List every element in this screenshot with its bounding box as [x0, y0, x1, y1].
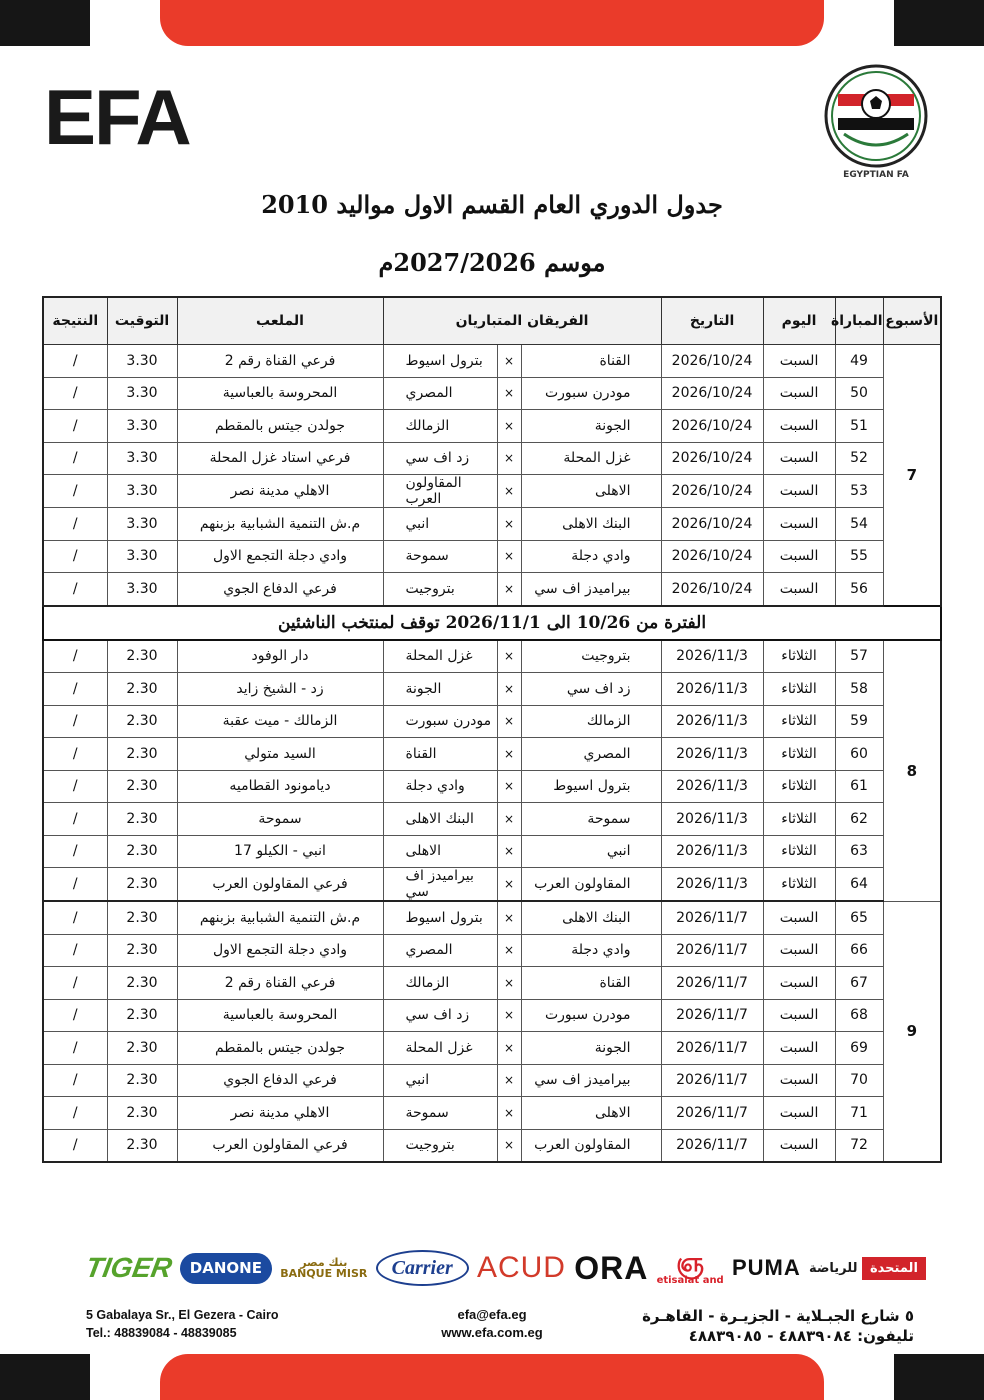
- match-result: /: [43, 410, 107, 443]
- versus-mark: ×: [497, 934, 521, 967]
- match-time: 3.30: [107, 573, 177, 606]
- home-team: بترول اسيوط: [521, 770, 661, 803]
- match-time: 2.30: [107, 738, 177, 771]
- match-venue: فرعي الدفاع الجوي: [177, 1064, 383, 1097]
- match-day: السبت: [763, 967, 835, 1000]
- match-day: السبت: [763, 508, 835, 541]
- match-number: 72: [835, 1129, 883, 1162]
- table-row: [43, 1097, 941, 1130]
- break-notice: الفترة من 10/26 الى 2026/11/1 توقف لمنتخب الناشئين: [43, 606, 941, 640]
- match-number: 56: [835, 573, 883, 606]
- table-row: [43, 1032, 941, 1065]
- versus-mark: ×: [497, 868, 521, 902]
- match-time: 2.30: [107, 803, 177, 836]
- table-row: [43, 770, 941, 803]
- match-date: 2026/11/3: [661, 835, 763, 868]
- email-link[interactable]: efa@efa.eg: [457, 1307, 527, 1322]
- match-result: /: [43, 640, 107, 673]
- match-day: السبت: [763, 573, 835, 606]
- match-number: 68: [835, 999, 883, 1032]
- table-row: [43, 345, 941, 378]
- match-time: 2.30: [107, 868, 177, 902]
- table-row: [43, 508, 941, 541]
- table-row: [43, 475, 941, 508]
- match-time: 2.30: [107, 1129, 177, 1162]
- table-row: [43, 803, 941, 836]
- match-result: /: [43, 705, 107, 738]
- home-team: المقاولون العرب: [521, 1129, 661, 1162]
- table-row: [43, 1064, 941, 1097]
- versus-mark: ×: [497, 673, 521, 706]
- egyptian-fa-emblem-icon: [824, 64, 928, 168]
- table-row: [43, 540, 941, 573]
- page-title: جدول الدوري العام القسم الاول مواليد 2010: [261, 190, 723, 219]
- match-number: 65: [835, 901, 883, 934]
- match-venue: فرعي القناة رقم 2: [177, 345, 383, 378]
- versus-mark: ×: [497, 508, 521, 541]
- match-number: 54: [835, 508, 883, 541]
- versus-mark: ×: [497, 377, 521, 410]
- match-date: 2026/11/7: [661, 967, 763, 1000]
- match-number: 58: [835, 673, 883, 706]
- match-venue: م.ش التنمية الشبابية بزبنهم: [177, 508, 383, 541]
- schedule-body: [43, 345, 941, 1163]
- away-team: المصري: [383, 934, 497, 967]
- away-team: مودرن سبورت: [383, 705, 497, 738]
- versus-mark: ×: [497, 901, 521, 934]
- header-day: اليوم: [763, 297, 835, 345]
- etisalat-logo: ஞ etisalat and: [656, 1248, 724, 1286]
- match-time: 2.30: [107, 1097, 177, 1130]
- match-date: 2026/11/3: [661, 673, 763, 706]
- match-venue: المحروسة بالعباسية: [177, 377, 383, 410]
- away-team: بتروجيت: [383, 1129, 497, 1162]
- header-time: التوقيت: [107, 297, 177, 345]
- match-venue: الزمالك - ميت عقبة: [177, 705, 383, 738]
- match-day: الثلاثاء: [763, 770, 835, 803]
- match-venue: جولدن جيتس بالمقطم: [177, 410, 383, 443]
- match-day: الثلاثاء: [763, 705, 835, 738]
- versus-mark: ×: [497, 640, 521, 673]
- united-sports-logo: المتحدة للرياضة: [809, 1262, 926, 1275]
- versus-mark: ×: [497, 705, 521, 738]
- table-row: [43, 999, 941, 1032]
- match-venue: دار الوفود: [177, 640, 383, 673]
- match-number: 67: [835, 967, 883, 1000]
- away-team: سموحة: [383, 540, 497, 573]
- match-day: السبت: [763, 475, 835, 508]
- versus-mark: ×: [497, 738, 521, 771]
- home-team: مودرن سبورت: [521, 377, 661, 410]
- match-day: السبت: [763, 1064, 835, 1097]
- etisalat-mark-icon: ஞ: [676, 1248, 705, 1278]
- schedule-table: [42, 296, 942, 1163]
- match-day: الثلاثاء: [763, 640, 835, 673]
- match-number: 60: [835, 738, 883, 771]
- table-row: [43, 835, 941, 868]
- match-result: /: [43, 1032, 107, 1065]
- match-number: 59: [835, 705, 883, 738]
- home-team: البنك الاهلى: [521, 901, 661, 934]
- match-date: 2026/11/3: [661, 738, 763, 771]
- match-venue: م.ش التنمية الشبابية بزبنهم: [177, 901, 383, 934]
- away-team: الزمالك: [383, 410, 497, 443]
- match-number: 53: [835, 475, 883, 508]
- versus-mark: ×: [497, 835, 521, 868]
- match-venue: انبي - الكيلو 17: [177, 835, 383, 868]
- match-date: 2026/10/24: [661, 410, 763, 443]
- table-row: [43, 673, 941, 706]
- danone-logo: DANONE: [180, 1253, 272, 1284]
- away-team: غزل المحلة: [383, 1032, 497, 1065]
- match-time: 2.30: [107, 673, 177, 706]
- away-team: انبي: [383, 508, 497, 541]
- match-day: السبت: [763, 901, 835, 934]
- match-venue: جولدن جيتس بالمقطم: [177, 1032, 383, 1065]
- match-day: السبت: [763, 1032, 835, 1065]
- header-date: التاريخ: [661, 297, 763, 345]
- match-result: /: [43, 738, 107, 771]
- table-row: [43, 705, 941, 738]
- acud-logo: ACUD: [476, 1251, 566, 1284]
- match-result: /: [43, 377, 107, 410]
- website-link[interactable]: www.efa.com.eg: [441, 1325, 543, 1340]
- match-day: الثلاثاء: [763, 868, 835, 902]
- versus-mark: ×: [497, 770, 521, 803]
- emblem-caption: EGYPTIAN FA: [843, 170, 909, 180]
- away-team: الزمالك: [383, 967, 497, 1000]
- match-date: 2026/10/24: [661, 345, 763, 378]
- match-date: 2026/10/24: [661, 573, 763, 606]
- match-date: 2026/11/7: [661, 1097, 763, 1130]
- away-team: انبي: [383, 1064, 497, 1097]
- header-teams: الفريقان المتباريان: [383, 297, 661, 345]
- match-time: 2.30: [107, 934, 177, 967]
- match-number: 71: [835, 1097, 883, 1130]
- match-time: 3.30: [107, 508, 177, 541]
- match-date: 2026/11/3: [661, 770, 763, 803]
- match-date: 2026/11/7: [661, 999, 763, 1032]
- table-header-row: [43, 297, 941, 345]
- home-team: وادي دجلة: [521, 934, 661, 967]
- match-number: 63: [835, 835, 883, 868]
- match-result: /: [43, 345, 107, 378]
- week-number: 9: [883, 901, 941, 1162]
- match-venue: فرعي استاد غزل المحلة: [177, 442, 383, 475]
- match-result: /: [43, 901, 107, 934]
- away-team: الاهلى: [383, 835, 497, 868]
- match-time: 3.30: [107, 377, 177, 410]
- match-number: 51: [835, 410, 883, 443]
- match-result: /: [43, 868, 107, 902]
- away-team: سموحة: [383, 1097, 497, 1130]
- match-time: 2.30: [107, 901, 177, 934]
- match-date: 2026/11/3: [661, 868, 763, 902]
- match-venue: فرعي المقاولون العرب: [177, 868, 383, 902]
- table-row: [43, 1129, 941, 1162]
- header-match: المباراة: [835, 297, 883, 345]
- match-result: /: [43, 573, 107, 606]
- table-row: [43, 377, 941, 410]
- match-day: الثلاثاء: [763, 803, 835, 836]
- versus-mark: ×: [497, 573, 521, 606]
- match-number: 55: [835, 540, 883, 573]
- match-result: /: [43, 934, 107, 967]
- match-date: 2026/11/7: [661, 1129, 763, 1162]
- match-result: /: [43, 673, 107, 706]
- match-date: 2026/10/24: [661, 377, 763, 410]
- match-time: 2.30: [107, 1032, 177, 1065]
- table-row: [43, 640, 941, 673]
- home-team: سموحة: [521, 803, 661, 836]
- match-time: 2.30: [107, 967, 177, 1000]
- table-row: [43, 738, 941, 771]
- match-day: الثلاثاء: [763, 738, 835, 771]
- match-time: 3.30: [107, 540, 177, 573]
- efa-logo: EFA: [44, 73, 190, 161]
- match-venue: وادي دجلة التجمع الاول: [177, 540, 383, 573]
- versus-mark: ×: [497, 475, 521, 508]
- match-day: السبت: [763, 345, 835, 378]
- puma-logo: PUMA: [731, 1255, 801, 1280]
- match-date: 2026/10/24: [661, 475, 763, 508]
- match-result: /: [43, 475, 107, 508]
- away-team: بيراميدز اف سي: [383, 868, 497, 902]
- away-team: بترول اسيوط: [383, 901, 497, 934]
- versus-mark: ×: [497, 803, 521, 836]
- match-date: 2026/11/7: [661, 901, 763, 934]
- week-number: 7: [883, 345, 941, 606]
- home-team: القناة: [521, 345, 661, 378]
- away-team: زد اف سي: [383, 442, 497, 475]
- home-team: الزمالك: [521, 705, 661, 738]
- match-day: السبت: [763, 1129, 835, 1162]
- versus-mark: ×: [497, 967, 521, 1000]
- match-number: 52: [835, 442, 883, 475]
- versus-mark: ×: [497, 1064, 521, 1097]
- versus-mark: ×: [497, 1032, 521, 1065]
- match-venue: سموحة: [177, 803, 383, 836]
- footer-address-ar: ٥ شارع الجبـلاية - الجزيـرة - القاهـرة تليفون: ٤٨٨٣٩٠٨٤ - ٤٨٨٣٩٠٨٥: [642, 1307, 914, 1345]
- match-result: /: [43, 1129, 107, 1162]
- home-team: البنك الاهلى: [521, 508, 661, 541]
- match-time: 3.30: [107, 442, 177, 475]
- versus-mark: ×: [497, 540, 521, 573]
- home-team: المصري: [521, 738, 661, 771]
- match-number: 62: [835, 803, 883, 836]
- away-team: غزل المحلة: [383, 640, 497, 673]
- match-result: /: [43, 442, 107, 475]
- match-date: 2026/11/7: [661, 1032, 763, 1065]
- match-venue: الاهلي مدينة نصر: [177, 1097, 383, 1130]
- banque-misr-logo: بنك مصر BANQUE MISR: [280, 1256, 368, 1280]
- match-date: 2026/10/24: [661, 442, 763, 475]
- home-team: الاهلى: [521, 1097, 661, 1130]
- home-team: غزل المحلة: [521, 442, 661, 475]
- home-team: زد اف سي: [521, 673, 661, 706]
- match-result: /: [43, 835, 107, 868]
- table-row: [43, 573, 941, 606]
- home-team: الاهلى: [521, 475, 661, 508]
- match-venue: وادي دجلة التجمع الاول: [177, 934, 383, 967]
- match-number: 61: [835, 770, 883, 803]
- match-time: 3.30: [107, 410, 177, 443]
- match-day: السبت: [763, 410, 835, 443]
- carrier-logo: Carrier: [376, 1250, 469, 1286]
- away-team: القناة: [383, 738, 497, 771]
- match-result: /: [43, 508, 107, 541]
- match-date: 2026/10/24: [661, 540, 763, 573]
- home-team: وادي دجلة: [521, 540, 661, 573]
- match-day: السبت: [763, 540, 835, 573]
- match-date: 2026/11/3: [661, 640, 763, 673]
- top-decorative-bar: [0, 0, 984, 46]
- match-day: السبت: [763, 1097, 835, 1130]
- versus-mark: ×: [497, 999, 521, 1032]
- match-venue: المحروسة بالعباسية: [177, 999, 383, 1032]
- match-time: 2.30: [107, 640, 177, 673]
- away-team: المصري: [383, 377, 497, 410]
- match-number: 64: [835, 868, 883, 902]
- home-team: الجونة: [521, 410, 661, 443]
- versus-mark: ×: [497, 345, 521, 378]
- match-number: 50: [835, 377, 883, 410]
- match-result: /: [43, 540, 107, 573]
- table-row: [43, 934, 941, 967]
- match-date: 2026/11/3: [661, 705, 763, 738]
- match-day: الثلاثاء: [763, 835, 835, 868]
- match-day: السبت: [763, 999, 835, 1032]
- match-result: /: [43, 1097, 107, 1130]
- away-team: البنك الاهلى: [383, 803, 497, 836]
- match-result: /: [43, 770, 107, 803]
- break-notice-row: [43, 606, 941, 640]
- match-day: الثلاثاء: [763, 673, 835, 706]
- tiger-logo: TIGER: [83, 1252, 175, 1283]
- versus-mark: ×: [497, 442, 521, 475]
- match-result: /: [43, 803, 107, 836]
- home-team: الجونة: [521, 1032, 661, 1065]
- home-team: مودرن سبورت: [521, 999, 661, 1032]
- match-day: السبت: [763, 934, 835, 967]
- match-venue: الاهلي مدينة نصر: [177, 475, 383, 508]
- week-number: 8: [883, 640, 941, 902]
- home-team: بتروجيت: [521, 640, 661, 673]
- table-row: [43, 410, 941, 443]
- sponsor-strip: [83, 1240, 926, 1296]
- away-team: زد اف سي: [383, 999, 497, 1032]
- match-result: /: [43, 1064, 107, 1097]
- match-time: 3.30: [107, 345, 177, 378]
- match-number: 66: [835, 934, 883, 967]
- match-result: /: [43, 967, 107, 1000]
- ora-logo: ORA: [574, 1250, 649, 1286]
- home-team: بيراميدز اف سي: [521, 1064, 661, 1097]
- match-number: 69: [835, 1032, 883, 1065]
- match-date: 2026/11/7: [661, 934, 763, 967]
- away-team: بترول اسيوط: [383, 345, 497, 378]
- match-date: 2026/11/7: [661, 1064, 763, 1097]
- match-number: 57: [835, 640, 883, 673]
- match-venue: السيد متولي: [177, 738, 383, 771]
- table-row: [43, 442, 941, 475]
- match-time: 2.30: [107, 770, 177, 803]
- versus-mark: ×: [497, 1129, 521, 1162]
- match-venue: زد - الشيخ زايد: [177, 673, 383, 706]
- header-venue: الملعب: [177, 297, 383, 345]
- versus-mark: ×: [497, 410, 521, 443]
- table-row: [43, 967, 941, 1000]
- match-result: /: [43, 999, 107, 1032]
- home-team: القناة: [521, 967, 661, 1000]
- home-team: انبي: [521, 835, 661, 868]
- footer-address-en: 5 Gabalaya Sr., El Gezera - Cairo Tel.: 48839084 - 48839085: [86, 1308, 279, 1340]
- match-time: 2.30: [107, 999, 177, 1032]
- versus-mark: ×: [497, 1097, 521, 1130]
- match-number: 70: [835, 1064, 883, 1097]
- home-team: المقاولون العرب: [521, 868, 661, 902]
- match-time: 3.30: [107, 475, 177, 508]
- match-venue: ديامونود القطاميه: [177, 770, 383, 803]
- match-day: السبت: [763, 442, 835, 475]
- match-day: السبت: [763, 377, 835, 410]
- match-date: 2026/10/24: [661, 508, 763, 541]
- away-team: الجونة: [383, 673, 497, 706]
- match-time: 2.30: [107, 835, 177, 868]
- header-week: الأسبوع: [883, 297, 941, 345]
- away-team: وادي دجلة: [383, 770, 497, 803]
- bottom-decorative-bar: [0, 1354, 984, 1400]
- home-team: بيراميدز اف سي: [521, 573, 661, 606]
- match-number: 49: [835, 345, 883, 378]
- match-time: 2.30: [107, 705, 177, 738]
- season-title: موسم 2027/2026م: [378, 248, 606, 277]
- away-team: المقاولون العرب: [383, 475, 497, 508]
- table-row: [43, 868, 941, 902]
- header-result: النتيجة: [43, 297, 107, 345]
- match-venue: فرعي القناة رقم 2: [177, 967, 383, 1000]
- away-team: بتروجيت: [383, 573, 497, 606]
- match-venue: فرعي المقاولون العرب: [177, 1129, 383, 1162]
- table-row: [43, 901, 941, 934]
- match-date: 2026/11/3: [661, 803, 763, 836]
- match-venue: فرعي الدفاع الجوي: [177, 573, 383, 606]
- match-time: 2.30: [107, 1064, 177, 1097]
